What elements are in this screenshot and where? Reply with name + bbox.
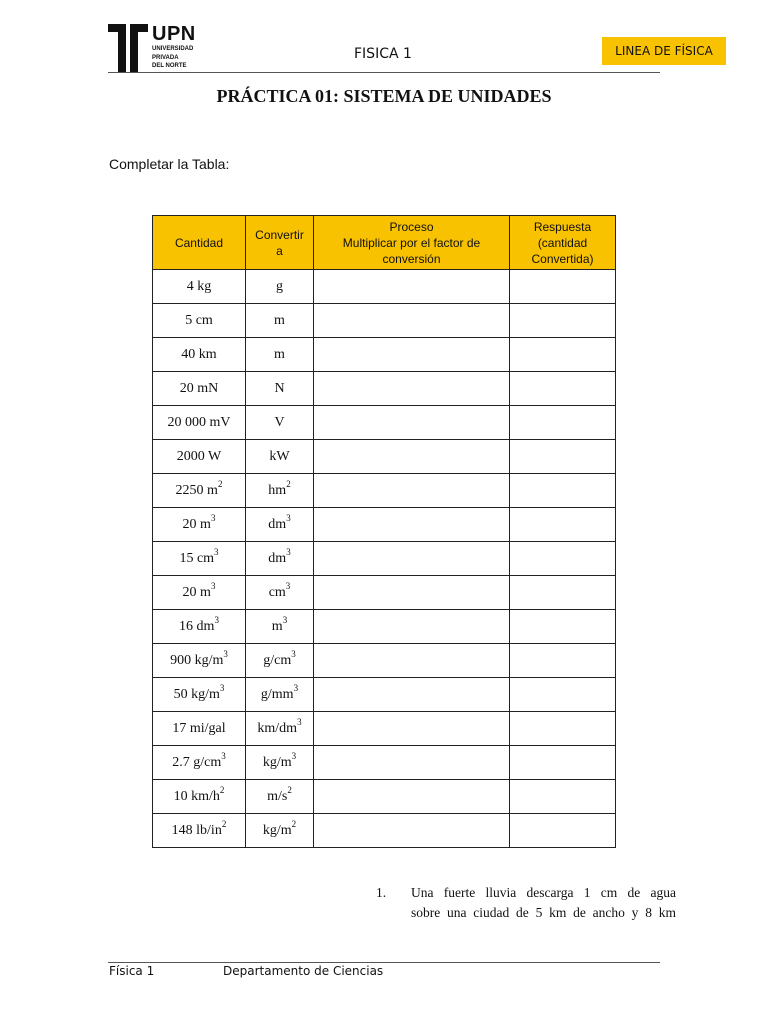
table-row <box>153 576 616 610</box>
table-row <box>153 542 616 576</box>
table-row <box>153 678 616 712</box>
table-row <box>153 644 616 678</box>
problem-number: 1. <box>376 885 387 900</box>
cantidad-cell: 40 km <box>153 338 246 372</box>
problem-text <box>411 883 676 923</box>
respuesta-cell[interactable] <box>510 610 616 644</box>
cantidad-cell: 50 $kg/m^3$ <box>153 678 246 712</box>
table-row <box>153 338 616 372</box>
respuesta-cell[interactable] <box>510 270 616 304</box>
footer-course: Física 1 <box>109 964 155 978</box>
proceso-cell[interactable] <box>314 508 510 542</box>
cantidad-cell: 10 $km/h^2$ <box>153 780 246 814</box>
proceso-cell[interactable] <box>314 610 510 644</box>
proceso-cell[interactable] <box>314 644 510 678</box>
respuesta-cell[interactable] <box>510 508 616 542</box>
proceso-cell[interactable] <box>314 780 510 814</box>
proceso-cell[interactable] <box>314 576 510 610</box>
header-divider <box>108 72 660 73</box>
table-row <box>153 780 616 814</box>
header-proceso: Proceso Multiplicar por el factor de conversión <box>314 216 510 270</box>
respuesta-cell[interactable] <box>510 678 616 712</box>
table-row <box>153 440 616 474</box>
line-badge: LINEA DE FÍSICA <box>602 37 726 65</box>
respuesta-cell[interactable] <box>510 542 616 576</box>
logo-line-3: DEL NORTE <box>152 63 187 69</box>
footer-divider <box>108 962 660 963</box>
logo-wordmark <box>152 24 196 70</box>
convertir-cell: $hm^2$ <box>246 474 314 508</box>
cantidad-cell: 20 000 mV <box>153 406 246 440</box>
respuesta-cell[interactable] <box>510 780 616 814</box>
cantidad-cell: 2.7 $g/cm^3$ <box>153 746 246 780</box>
proceso-cell[interactable] <box>314 304 510 338</box>
proceso-cell[interactable] <box>314 338 510 372</box>
respuesta-cell[interactable] <box>510 474 616 508</box>
proceso-cell[interactable] <box>314 542 510 576</box>
cantidad-cell: 20 mN <box>153 372 246 406</box>
table-row <box>153 304 616 338</box>
cantidad-cell: 900 $kg/m^3$ <box>153 644 246 678</box>
problem-line-2: sobre una ciudad de 5 km de ancho y 8 km <box>411 905 676 920</box>
convertir-cell: $g/mm^3$ <box>246 678 314 712</box>
respuesta-cell[interactable] <box>510 746 616 780</box>
cantidad-cell: 15 $cm^3$ <box>153 542 246 576</box>
conversion-table <box>152 215 616 848</box>
problem-1 <box>376 883 676 923</box>
convertir-cell: m <box>246 338 314 372</box>
cantidad-cell: 2000 W <box>153 440 246 474</box>
table-row <box>153 270 616 304</box>
convertir-cell: $g/cm^3$ <box>246 644 314 678</box>
cantidad-cell: 20 $m^3$ <box>153 508 246 542</box>
cantidad-cell: 17 mi/gal <box>153 712 246 746</box>
convertir-cell: $kg/m^2$ <box>246 814 314 848</box>
convertir-cell: N <box>246 372 314 406</box>
respuesta-cell[interactable] <box>510 576 616 610</box>
table-row <box>153 372 616 406</box>
convertir-cell: m <box>246 304 314 338</box>
convertir-cell: $m/s^2$ <box>246 780 314 814</box>
proceso-cell[interactable] <box>314 372 510 406</box>
table-row <box>153 746 616 780</box>
course-name: FISICA 1 <box>354 46 412 62</box>
cantidad-cell: 148 $lb/in^2$ <box>153 814 246 848</box>
proceso-cell[interactable] <box>314 270 510 304</box>
respuesta-cell[interactable] <box>510 372 616 406</box>
convertir-cell: $m^3$ <box>246 610 314 644</box>
respuesta-cell[interactable] <box>510 304 616 338</box>
proceso-cell[interactable] <box>314 440 510 474</box>
table-header-row <box>153 216 616 270</box>
table-row <box>153 712 616 746</box>
convertir-cell: $cm^3$ <box>246 576 314 610</box>
instruction-text: Completar la Tabla: <box>109 156 230 172</box>
table-row <box>153 814 616 848</box>
page-title: PRÁCTICA 01: SISTEMA DE UNIDADES <box>216 86 552 106</box>
respuesta-cell[interactable] <box>510 440 616 474</box>
cantidad-cell: 4 kg <box>153 270 246 304</box>
logo-line-2: PRIVADA <box>152 54 179 61</box>
footer-department: Departamento de Ciencias <box>223 964 384 978</box>
table-row <box>153 610 616 644</box>
convertir-cell: g <box>246 270 314 304</box>
convertir-cell: $dm^3$ <box>246 542 314 576</box>
table-row <box>153 508 616 542</box>
cantidad-cell: 16 $dm^3$ <box>153 610 246 644</box>
header-respuesta: Respuesta (cantidad Convertida) <box>510 216 616 270</box>
respuesta-cell[interactable] <box>510 338 616 372</box>
problem-line-1: Una fuerte lluvia descarga 1 cm de agua <box>411 885 676 900</box>
table-row <box>153 406 616 440</box>
cantidad-cell: 2250 $m^2$ <box>153 474 246 508</box>
proceso-cell[interactable] <box>314 474 510 508</box>
convertir-cell: $kg/m^3$ <box>246 746 314 780</box>
convertir-cell: $km/dm^3$ <box>246 712 314 746</box>
respuesta-cell[interactable] <box>510 814 616 848</box>
proceso-cell[interactable] <box>314 746 510 780</box>
convertir-cell: $dm^3$ <box>246 508 314 542</box>
respuesta-cell[interactable] <box>510 406 616 440</box>
cantidad-cell: 5 cm <box>153 304 246 338</box>
proceso-cell[interactable] <box>314 406 510 440</box>
proceso-cell[interactable] <box>314 712 510 746</box>
respuesta-cell[interactable] <box>510 644 616 678</box>
proceso-cell[interactable] <box>314 678 510 712</box>
convertir-cell: V <box>246 406 314 440</box>
header-convertir: Convertir a <box>246 216 314 270</box>
logo-brand: UPN <box>152 23 196 45</box>
respuesta-cell[interactable] <box>510 712 616 746</box>
logo-line-1: UNIVERSIDAD <box>152 46 194 52</box>
table-row <box>153 474 616 508</box>
proceso-cell[interactable] <box>314 814 510 848</box>
cantidad-cell: 20 $m^3$ <box>153 576 246 610</box>
header-cantidad: Cantidad <box>153 216 246 270</box>
convertir-cell: kW <box>246 440 314 474</box>
